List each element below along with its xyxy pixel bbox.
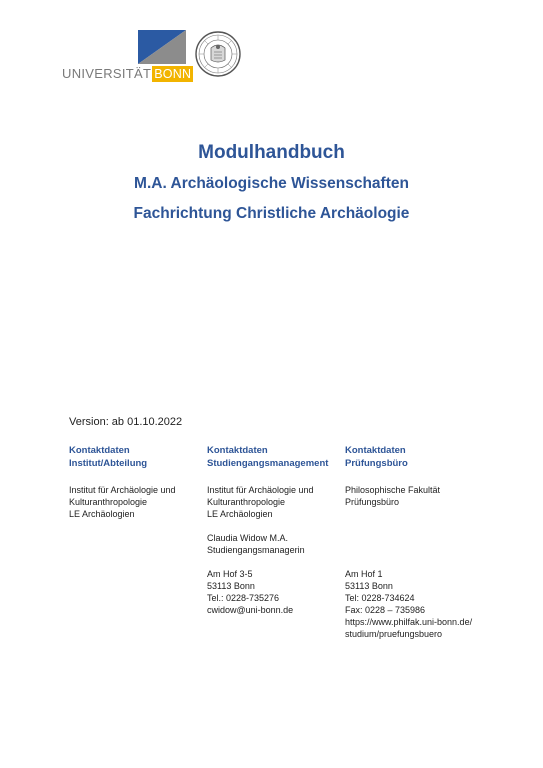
org-line: Kulturanthropologie: [207, 497, 286, 507]
phone-line: Tel.: 0228-735276: [207, 593, 280, 603]
address-line: 53113 Bonn: [207, 581, 255, 591]
org-line: LE Archäologien: [69, 509, 135, 519]
address-line: Am Hof 1: [345, 569, 383, 579]
version-info: Version: ab 01.10.2022: [69, 416, 183, 428]
org-line: Institut für Archäologie und: [207, 485, 314, 495]
contact-heading: Kontaktdaten Studiengangsmanagement: [207, 445, 329, 469]
logo-text-bonn: BONN: [154, 67, 192, 81]
contact-column-institute: [69, 444, 199, 520]
contact-heading: Kontaktdaten Institut/Abteilung: [69, 445, 148, 469]
org-line: Kulturanthropologie: [69, 497, 148, 507]
logo-text-university: UNIVERSITÄT: [62, 66, 152, 81]
phone-line: Tel: 0228-734624: [345, 593, 415, 603]
page-title: Modulhandbuch: [198, 142, 345, 163]
specialization-title: Fachrichtung Christliche Archäologie: [133, 205, 410, 222]
university-seal-icon: [195, 31, 241, 77]
email-link[interactable]: cwidow@uni-bonn.de: [207, 605, 294, 615]
contact-heading: Kontaktdaten Prüfungsbüro: [345, 445, 408, 469]
university-logo: [62, 30, 192, 82]
address-line: Am Hof 3-5: [207, 569, 253, 579]
address-line: 53113 Bonn: [345, 581, 393, 591]
contact-person-name: Claudia Widow M.A.: [207, 533, 289, 543]
contact-column-exam-office: [345, 444, 495, 640]
contact-column-study-management: [207, 444, 342, 616]
program-title: M.A. Archäologische Wissenschaften: [134, 175, 409, 192]
university-logo-wordmark: [62, 66, 193, 82]
org-line: Philosophische Fakultät: [345, 485, 441, 495]
org-line: Prüfungsbüro: [345, 497, 400, 507]
org-line: Institut für Archäologie und: [69, 485, 176, 495]
website-link[interactable]: https://www.philfak.uni-bonn.de/: [345, 617, 473, 627]
contact-person-role: Studiengangsmanagerin: [207, 545, 305, 555]
org-line: LE Archäologien: [207, 509, 273, 519]
fax-line: Fax: 0228 – 735986: [345, 605, 426, 615]
university-logo-mark-icon: [138, 30, 186, 64]
website-link-continued[interactable]: studium/pruefungsbuero: [345, 629, 443, 639]
